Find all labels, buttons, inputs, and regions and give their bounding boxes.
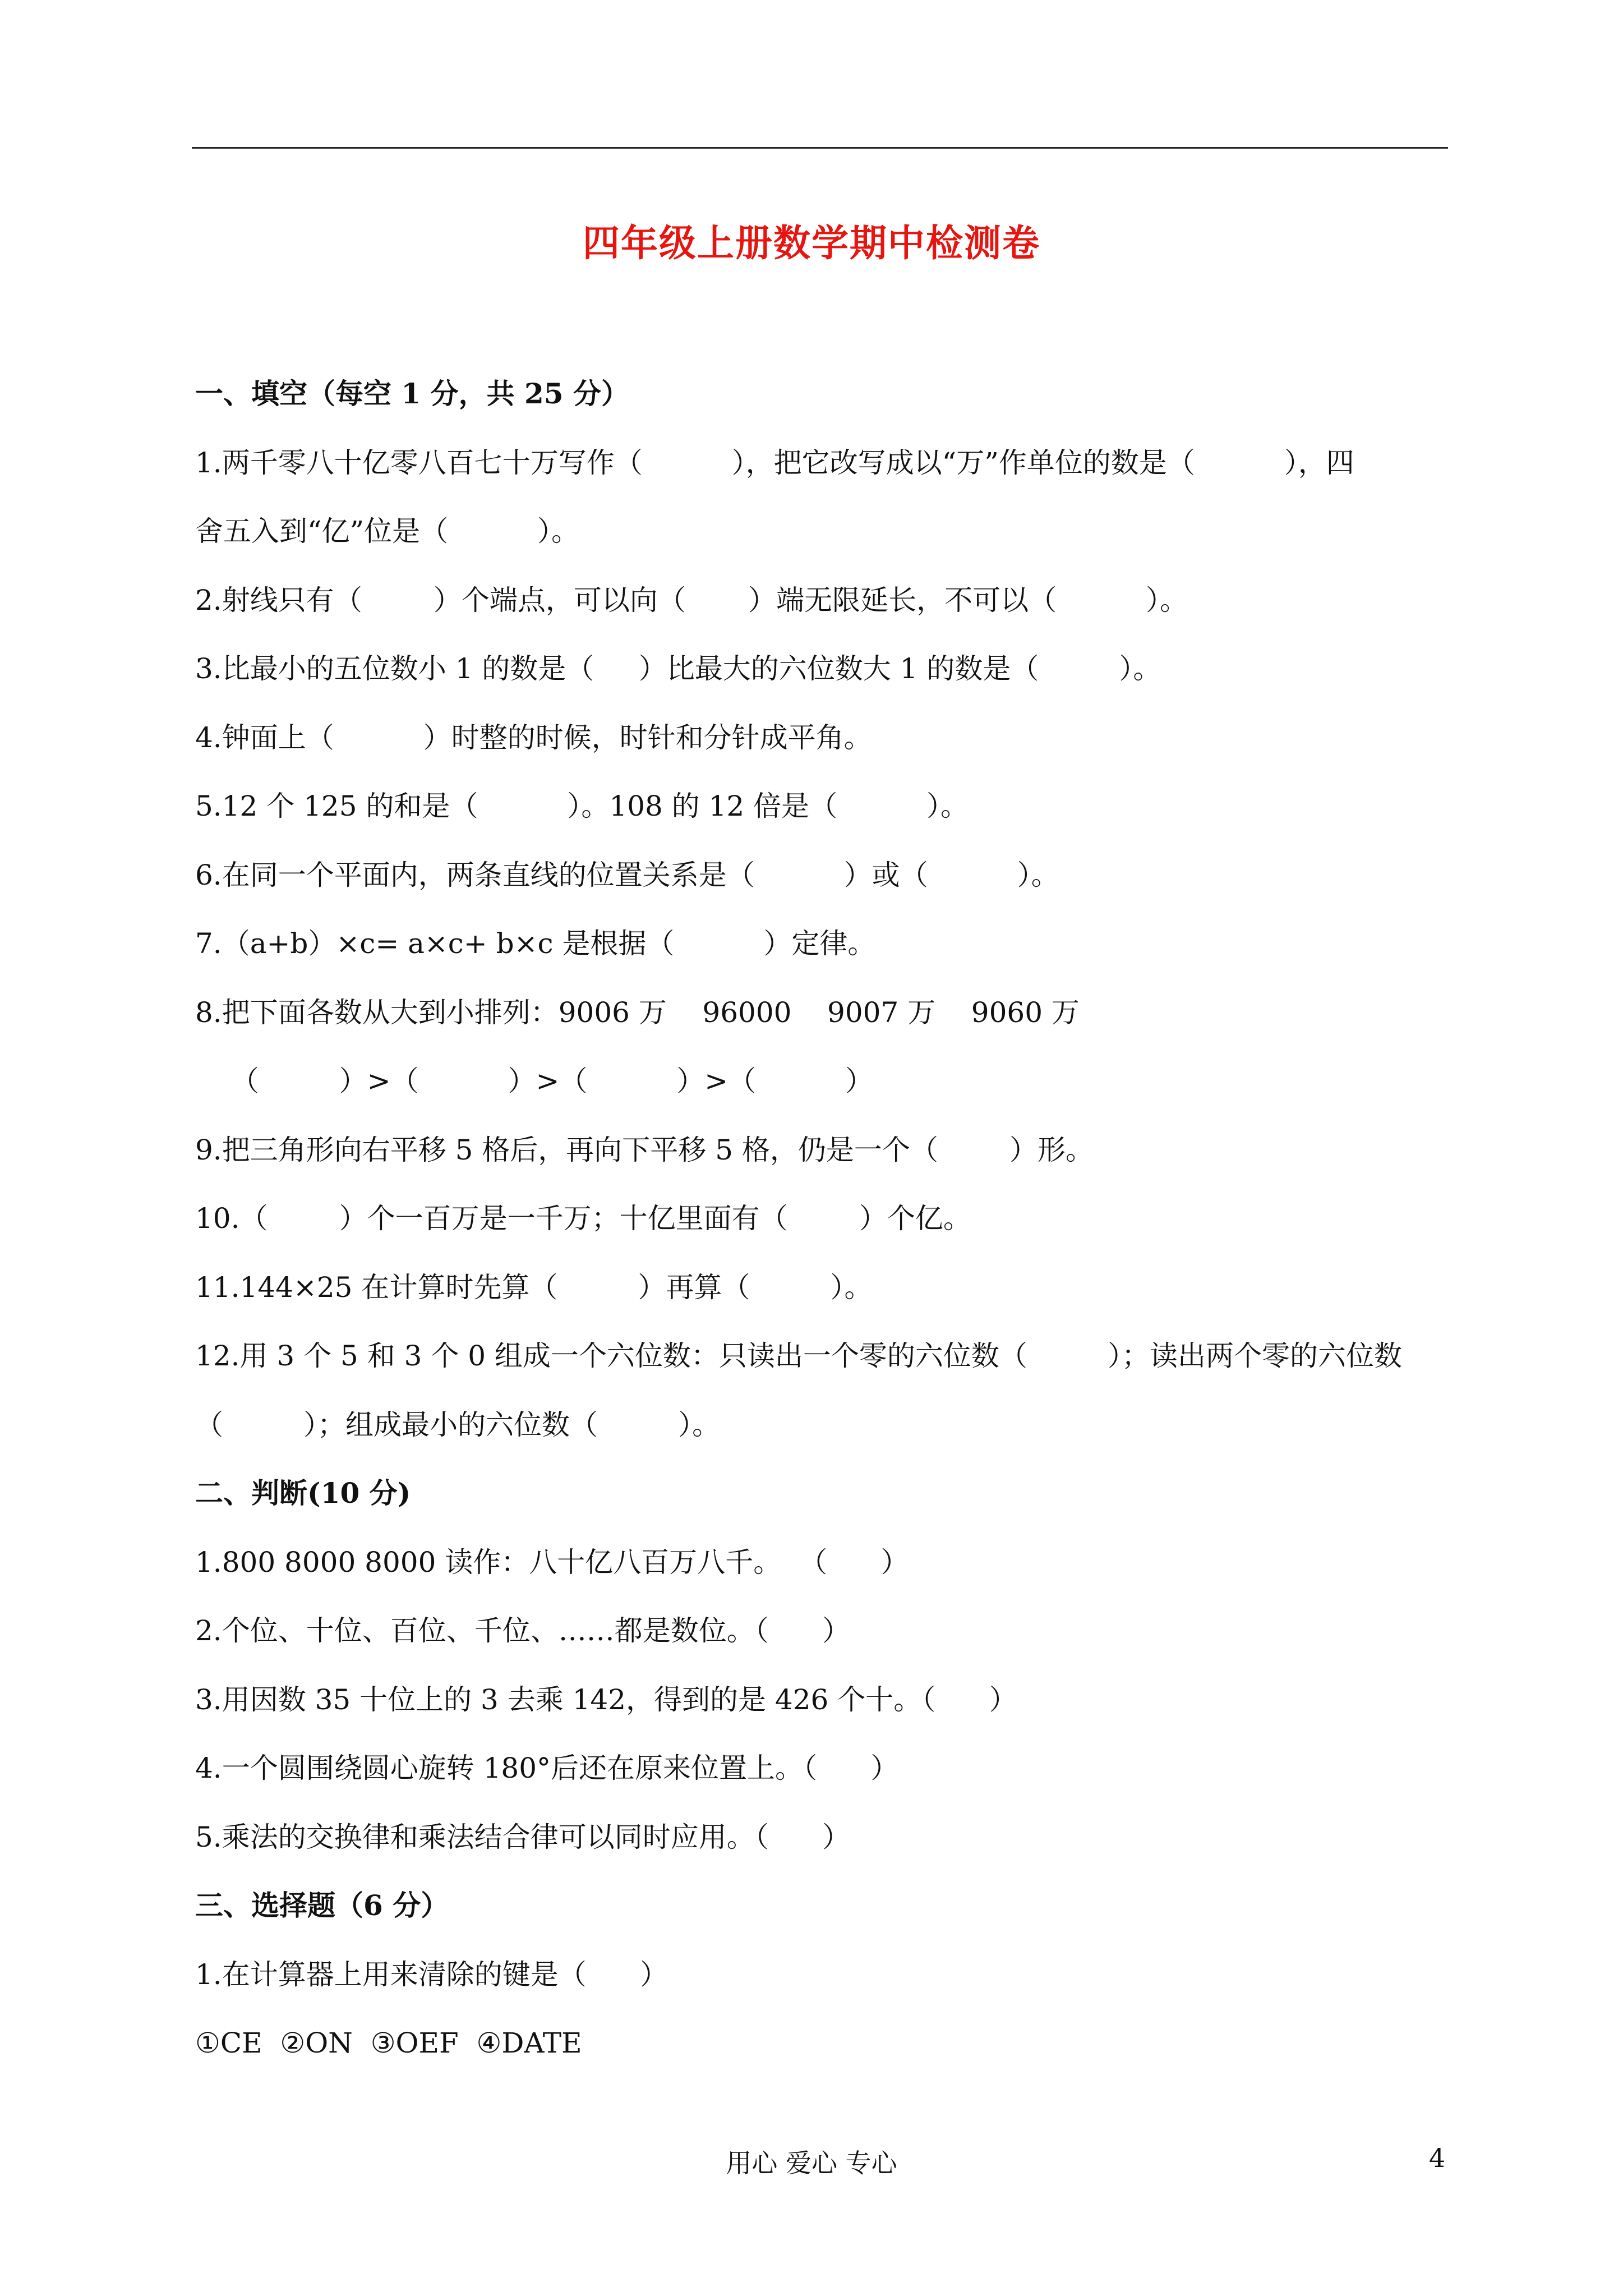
question-line: 2.射线只有（ ）个端点，可以向（ ）端无限延长，不可以（ ）。 [195, 584, 1188, 616]
footer-motto: 用心 爱心 专心 [726, 2148, 897, 2178]
question-line: 舍五入到“亿”位是（ ）。 [195, 515, 580, 547]
question-line: 6.在同一个平面内，两条直线的位置关系是（ ）或（ ）。 [195, 859, 1059, 891]
question-line: 4.钟面上（ ）时整的时候，时针和分针成平角。 [195, 721, 872, 754]
question-line: 9.把三角形向右平移 5 格后，再向下平移 5 格，仍是一个（ ）形。 [195, 1134, 1094, 1166]
question-line: 1.在计算器上用来清除的键是（ ） [195, 1958, 668, 1991]
section-heading: 一、填空（每空 1 分，共 25 分） [195, 377, 629, 410]
question-line: 10.（ ）个一百万是一千万；十亿里面有（ ）个亿。 [195, 1202, 971, 1235]
question-line: 11.144×25 在计算时先算（ ）再算（ ）。 [195, 1271, 873, 1304]
document-title: 四年级上册数学期中检测卷 [583, 221, 1040, 265]
question-line: 5.乘法的交换律和乘法结合律可以同时应用。（ ） [195, 1821, 851, 1853]
question-line: 7.（a+b）×c= a×c+ b×c 是根据（ ）定律。 [195, 927, 876, 960]
page-number: 4 [1429, 2143, 1446, 2173]
question-line: ①CE ②ON ③OEF ④DATE [195, 2027, 582, 2059]
question-line: 2.个位、十位、百位、千位、……都是数位。（ ） [195, 1614, 851, 1647]
question-line: 8.把下面各数从大到小排列：9006 万 96000 9007 万 9060 万 [195, 996, 1080, 1029]
section-heading: 二、判断(10 分) [195, 1476, 411, 1510]
question-line: 3.用因数 35 十位上的 3 去乘 142，得到的是 426 个十。（ ） [195, 1683, 1017, 1716]
question-line: 3.比最小的五位数小 1 的数是（ ）比最大的六位数大 1 的数是（ ）。 [195, 652, 1161, 685]
question-line: 5.12 个 125 的和是（ ）。108 的 12 倍是（ ）。 [195, 790, 969, 822]
question-line: 1.800 8000 8000 读作：八十亿八百万八千。 （ ） [195, 1546, 909, 1579]
question-line: （ ）>（ ）>（ ）>（ ） [195, 1065, 874, 1097]
question-line: 1.两千零八十亿零八百七十万写作（ ），把它改写成以“万”作单位的数是（ ），四 [195, 447, 1354, 479]
question-line: （ ）；组成最小的六位数（ ）。 [195, 1409, 721, 1441]
section-heading: 三、选择题（6 分） [195, 1889, 449, 1922]
question-line: 4.一个圆围绕圆心旋转 180°后还在原来位置上。（ ） [195, 1752, 899, 1784]
header-rule [192, 147, 1448, 149]
question-line: 12.用 3 个 5 和 3 个 0 组成一个六位数：只读出一个零的六位数（ ）；读出两个零的六位数 [195, 1340, 1402, 1372]
